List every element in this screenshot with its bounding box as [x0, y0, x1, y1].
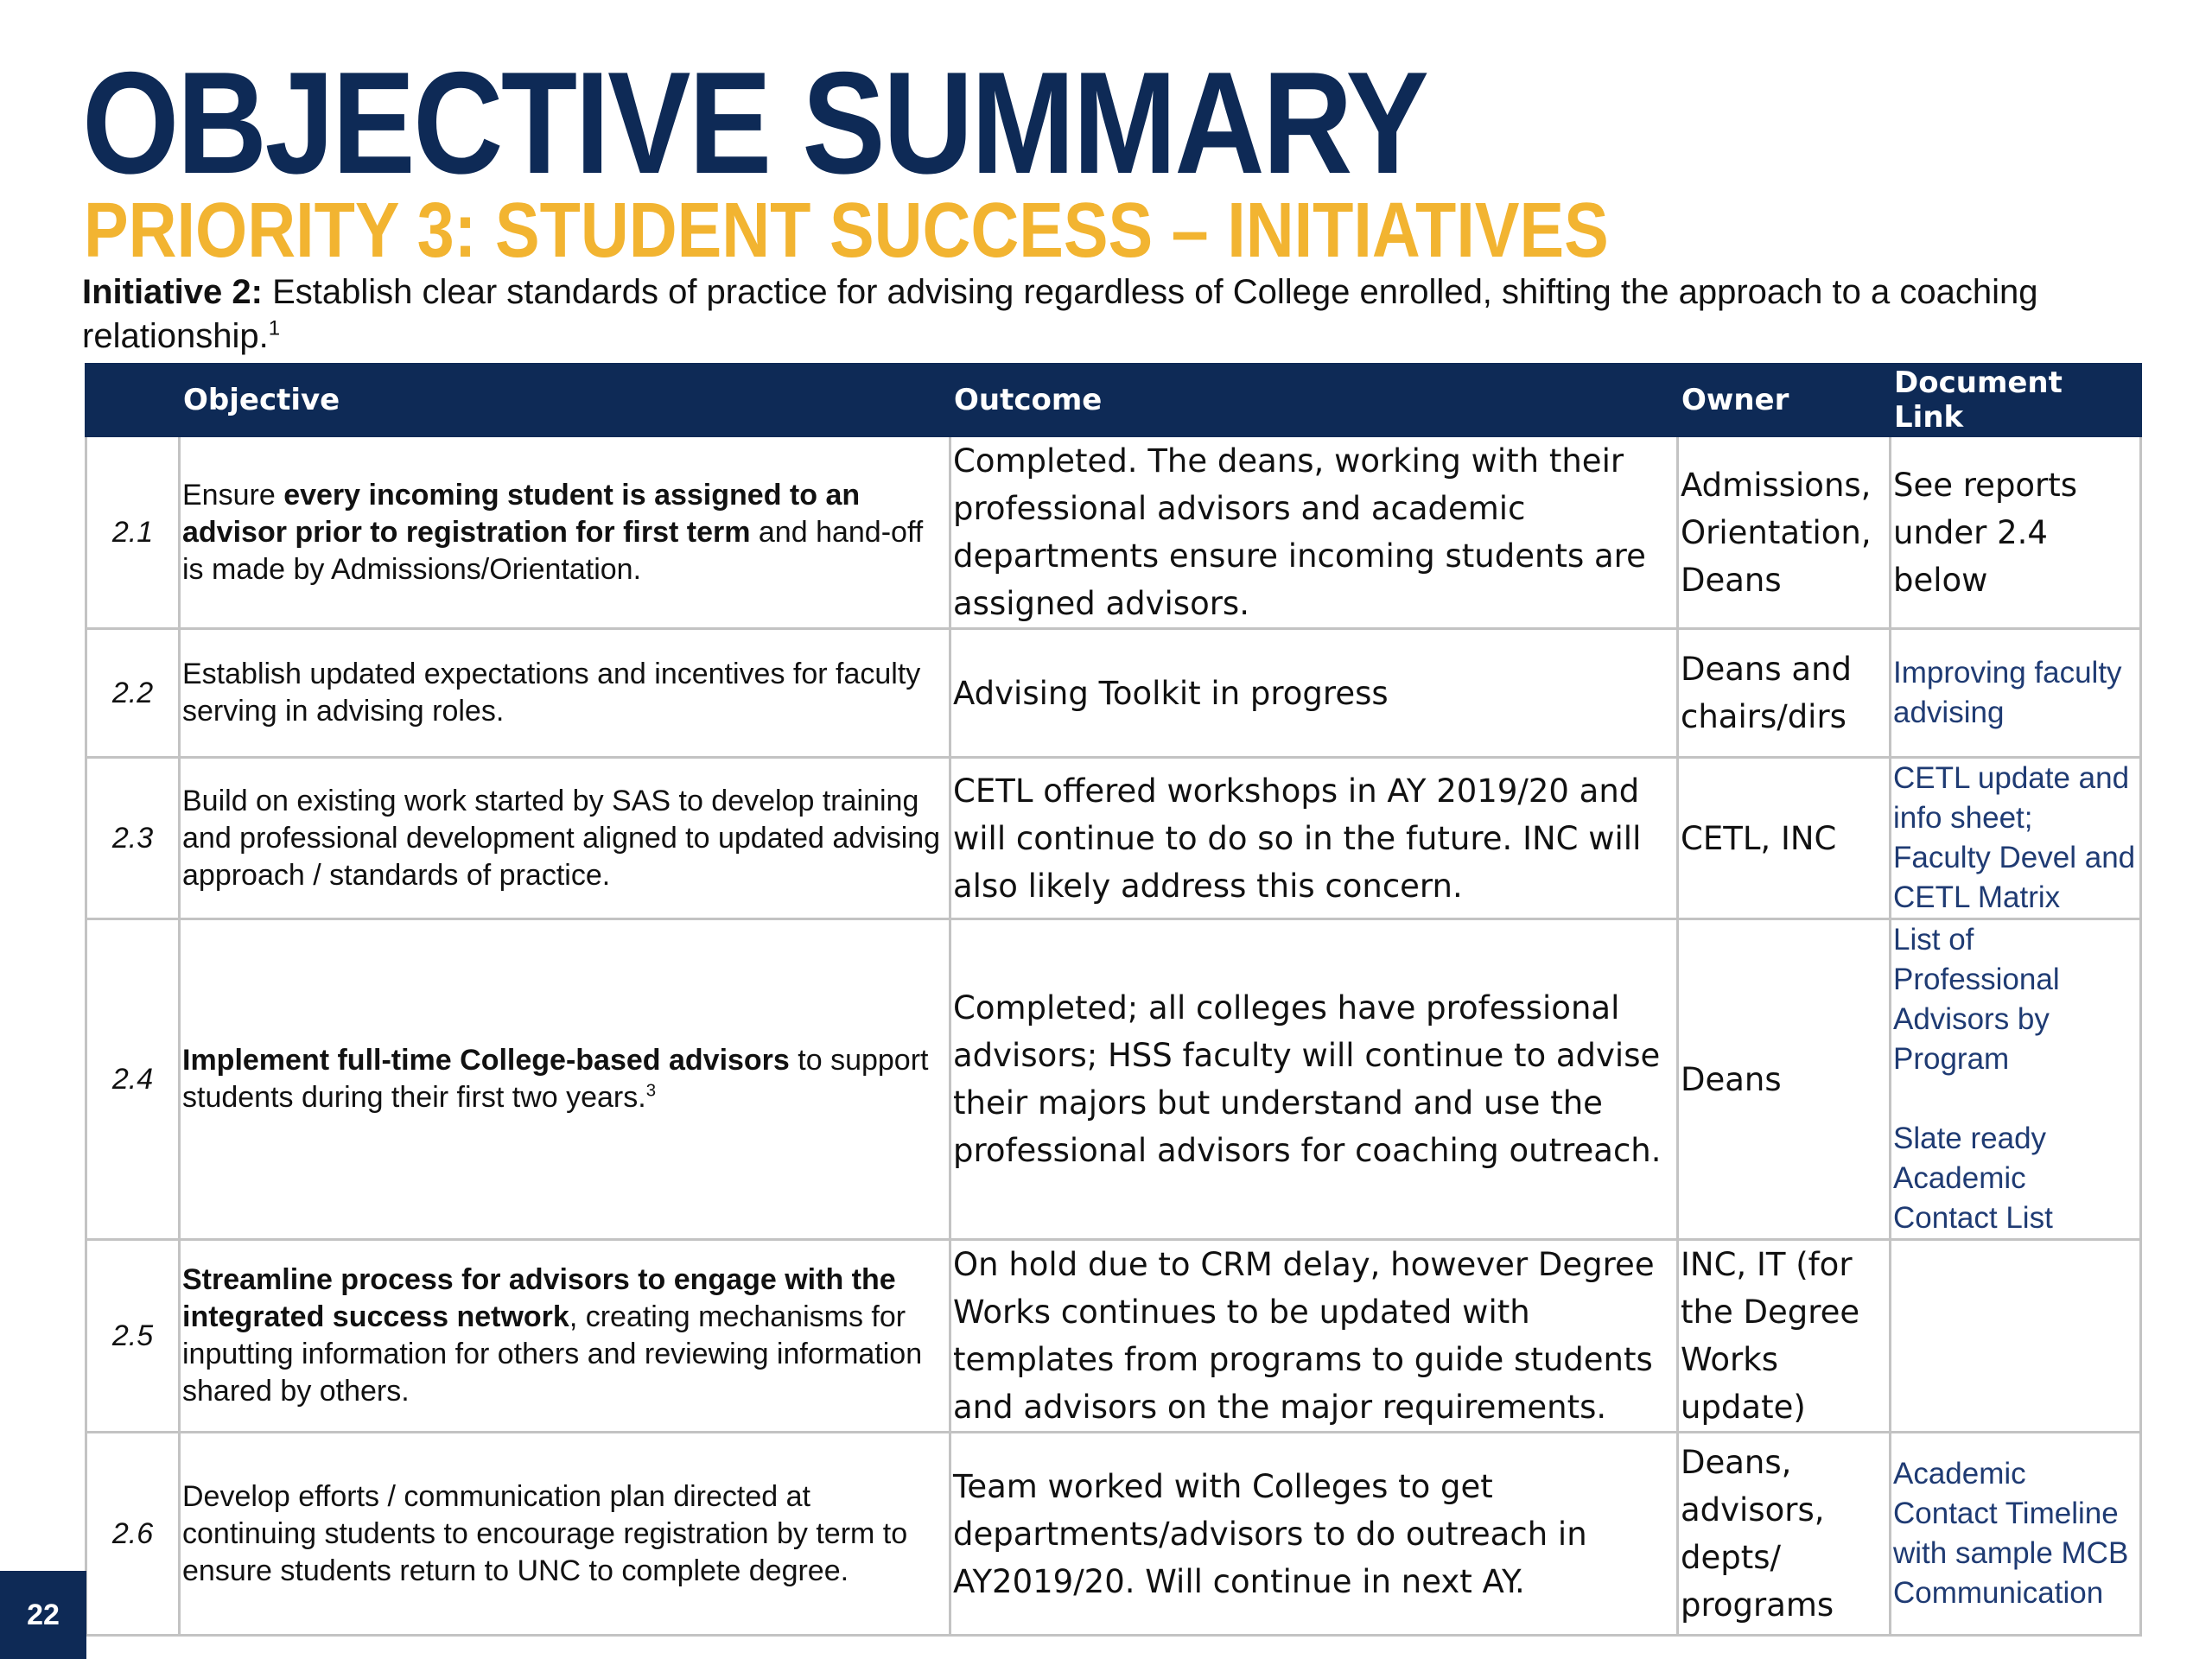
- owner-text: Deans: [1678, 919, 1891, 1240]
- table-row: [86, 1240, 2141, 1433]
- objective-text: [180, 436, 950, 629]
- objective-text-part: to support students during their first two years.: [182, 1044, 929, 1114]
- column-header-objective: Objective: [180, 365, 950, 436]
- page-number: 22: [0, 1571, 86, 1659]
- document-link[interactable]: Improving faculty advising: [1893, 656, 2122, 729]
- owner-text: CETL, INC: [1678, 758, 1891, 919]
- table-row: [86, 436, 2141, 629]
- objective-text-bold: Streamline process for advisors to engage with the integrated success network: [182, 1263, 896, 1333]
- objective-text: Establish updated expectations and incentives for faculty serving in advising roles.: [180, 629, 950, 758]
- column-header-number: [86, 365, 180, 436]
- initiative-label: Initiative 2:: [82, 273, 263, 311]
- column-header-outcome: Outcome: [950, 365, 1678, 436]
- document-link-cell: [1891, 758, 2141, 919]
- column-header-document-link: Document Link: [1891, 365, 2141, 436]
- document-link-cell: [1891, 629, 2141, 758]
- document-link-cell: [1891, 919, 2141, 1240]
- objective-text-bold: Implement full-time College-based advisors: [182, 1044, 790, 1077]
- initiative-footnote: 1: [268, 316, 281, 340]
- table-row: [86, 919, 2141, 1240]
- outcome-text: Completed; all colleges have professional advisors; HSS faculty will continue to advise their majors but understand and use the professional advisors for coaching outreach.: [950, 919, 1678, 1240]
- objective-text: Build on existing work started by SAS to develop training and professional development aligned to updated advising approach / standards of practice.: [180, 758, 950, 919]
- document-note: See reports under 2.4 below: [1891, 436, 2141, 629]
- objective-text-part: and hand-off is made by Admissions/Orientation.: [182, 515, 924, 586]
- page-title: OBJECTIVE SUMMARY: [82, 41, 1427, 204]
- objective-text: Develop efforts / communication plan directed at continuing students to encourage registration by term to ensure students return to UNC to complete degree.: [180, 1433, 950, 1636]
- initiative-statement: [82, 270, 2139, 359]
- owner-text: Deans, advisors, depts/ programs: [1678, 1433, 1891, 1636]
- objective-text: [180, 919, 950, 1240]
- outcome-text: Team worked with Colleges to get departments/advisors to do outreach in AY2019/20. Will continue in next AY.: [950, 1433, 1678, 1636]
- owner-text: Deans and chairs/dirs: [1678, 629, 1891, 758]
- table-row: [86, 629, 2141, 758]
- document-link[interactable]: Slate ready Academic Contact List: [1893, 1122, 2053, 1235]
- owner-text: INC, IT (for the Degree Works update): [1678, 1240, 1891, 1433]
- objective-text: [180, 1240, 950, 1433]
- objective-text-part: Ensure: [182, 478, 284, 512]
- document-link-cell: [1891, 1433, 2141, 1636]
- document-link[interactable]: CETL update and info sheet; Faculty Devel and CETL Matrix: [1893, 761, 2136, 914]
- document-link-cell: [1891, 1240, 2141, 1433]
- objective-number: 2.4: [86, 919, 180, 1240]
- table-header-row: [86, 365, 2141, 436]
- outcome-text: On hold due to CRM delay, however Degree Works continues to be updated with templates from programs to guide students and advisors on the major requirements.: [950, 1240, 1678, 1433]
- objective-number: 2.6: [86, 1433, 180, 1636]
- outcome-text: CETL offered workshops in AY 2019/20 and will continue to do so in the future. INC will also likely address this concern.: [950, 758, 1678, 919]
- objective-number: 2.3: [86, 758, 180, 919]
- objective-footnote: 3: [645, 1081, 657, 1101]
- document-link[interactable]: List of Professional Advisors by Program: [1893, 923, 2060, 1076]
- objective-text-part: , creating mechanisms for inputting information for others and reviewing information shared by others.: [182, 1300, 923, 1408]
- outcome-text: Advising Toolkit in progress: [950, 629, 1678, 758]
- initiative-text: Establish clear standards of practice for advising regardless of College enrolled, shifting the approach to a coaching relationship.: [82, 273, 2038, 355]
- objective-number: 2.2: [86, 629, 180, 758]
- table-row: [86, 758, 2141, 919]
- page-subtitle: PRIORITY 3: STUDENT SUCCESS – INITIATIVES: [84, 188, 1609, 274]
- owner-text: Admissions, Orientation, Deans: [1678, 436, 1891, 629]
- document-link[interactable]: Academic Contact Timeline with sample MCB Communication: [1893, 1457, 2129, 1610]
- objective-number: 2.1: [86, 436, 180, 629]
- objective-text-bold: every incoming student is assigned to an advisor prior to registration for first term: [182, 478, 861, 549]
- table-row: [86, 1433, 2141, 1636]
- outcome-text: Completed. The deans, working with their professional advisors and academic departments ensure incoming students are assigned advisors.: [950, 436, 1678, 629]
- column-header-owner: Owner: [1678, 365, 1891, 436]
- objective-number: 2.5: [86, 1240, 180, 1433]
- objective-table: [85, 363, 2142, 1637]
